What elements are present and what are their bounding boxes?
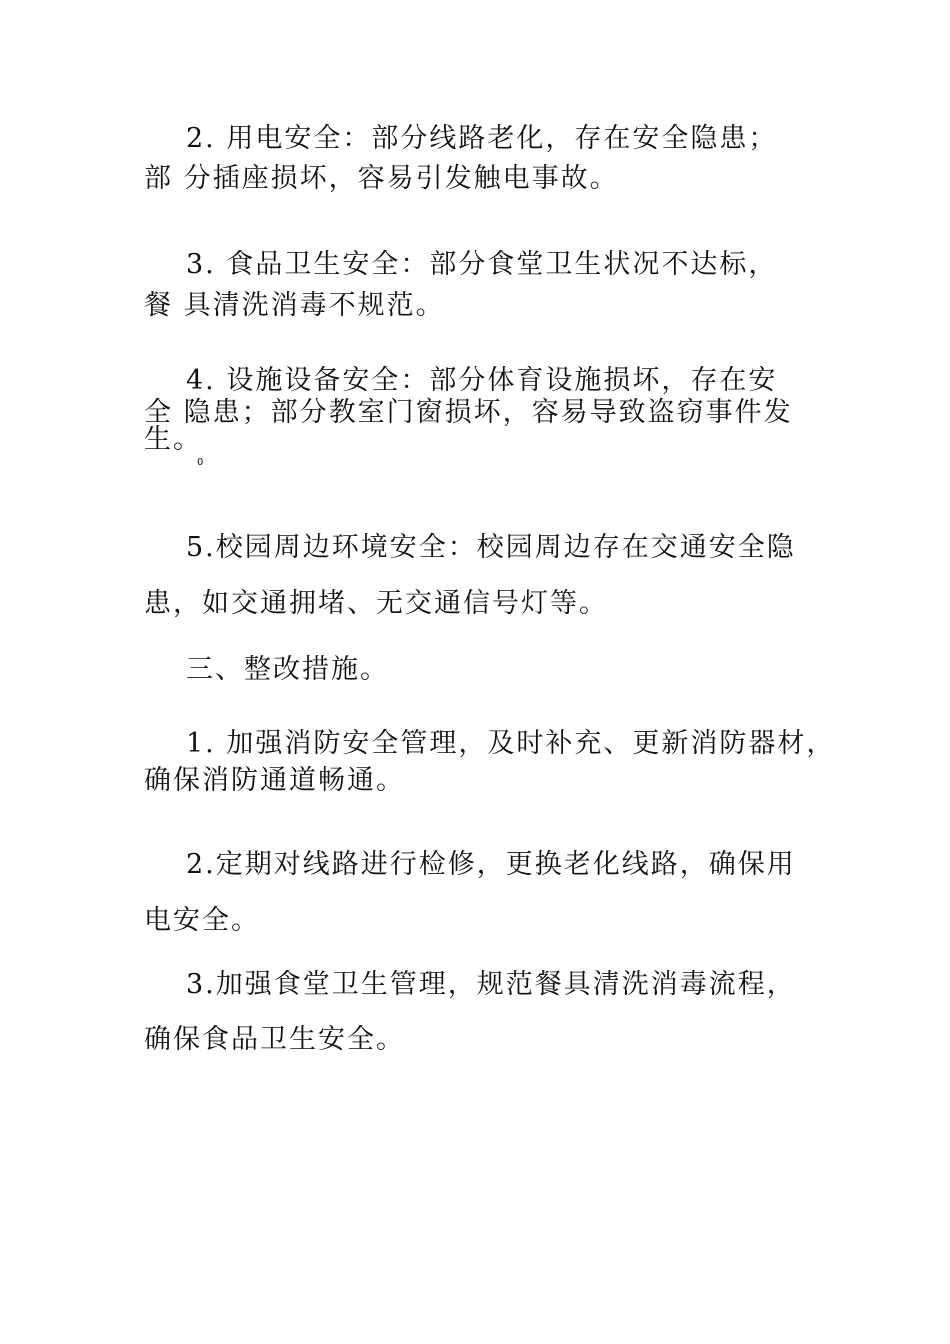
page-marker: 0	[197, 457, 204, 468]
measure-1-line-1: 1. 加强消防安全管理，及时补充、更新消防器材，	[186, 728, 836, 759]
item-2-electric-line-1: 2. 用电安全：部分线路老化，存在安全隐患；	[186, 123, 778, 154]
item-2-electric-line-2: 部 分插座损坏，容易引发触电事故。	[144, 163, 619, 194]
item-3-food-line-1: 3. 食品卫生安全：部分食堂卫生状况不达标，	[186, 249, 778, 280]
item-4-facility-line-3: 生。	[144, 424, 202, 455]
item-3-food-line-2: 餐 具清洗消毒不规范。	[144, 290, 445, 321]
item-5-surroundings-line-1: 5.校园周边环境安全：校园周边存在交通安全隐	[186, 532, 796, 563]
measure-1-line-2: 确保消防通道畅通。	[144, 765, 405, 796]
item-5-surroundings-line-2: 患，如交通拥堵、无交通信号灯等。	[144, 588, 608, 619]
measure-3-line-1: 3.加强食堂卫生管理，规范餐具清洗消毒流程，	[186, 969, 796, 1000]
measure-3-line-2: 确保食品卫生安全。	[144, 1024, 405, 1055]
item-4-facility-line-2: 全 隐患；部分教室门窗损坏，容易导致盗窃事件发	[144, 397, 793, 428]
item-4-facility-line-1: 4. 设施设备安全：部分体育设施损坏，存在安	[186, 365, 778, 396]
measure-2-line-2: 电安全。	[144, 905, 260, 936]
section-heading-rectification: 三、整改措施。	[186, 654, 389, 685]
measure-2-line-1: 2.定期对线路进行检修，更换老化线路，确保用	[186, 849, 796, 880]
